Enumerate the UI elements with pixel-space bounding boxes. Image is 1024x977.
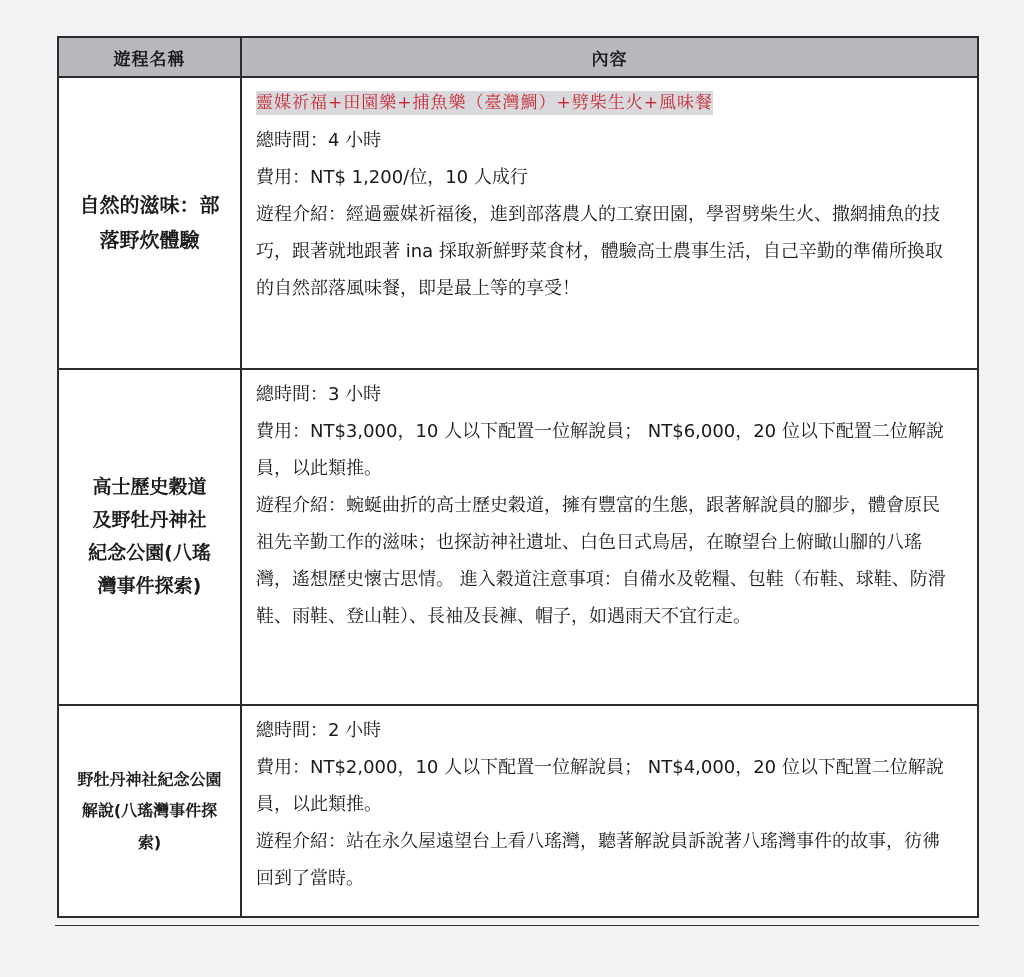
table-row [58, 705, 978, 917]
itinerary-name: 野牡丹神社紀念公園解說(八瑤灣事件探索) [77, 770, 222, 852]
itinerary-duration: 總時間：3 小時 [256, 384, 382, 405]
header-itinerary-name: 遊程名稱 [58, 37, 241, 77]
itinerary-content-cell [241, 369, 978, 705]
itinerary-intro: 遊程介紹：經過靈媒祈福後，進到部落農人的工寮田園，學習劈柴生火、撒網捕魚的技巧，跟著就地跟著 ina 採取新鮮野菜食材，體驗高士農事生活，自己辛勤的準備所換取的自然部落風味餐，即是最上等的享受！ [256, 204, 943, 299]
itinerary-name-cell [58, 77, 241, 369]
itinerary-name-cell [58, 369, 241, 705]
itinerary-name: 高士歷史穀道及野牡丹神社紀念公園(八瑤灣事件探索) [88, 475, 211, 598]
itinerary-name-cell [58, 705, 241, 917]
itinerary-intro: 遊程介紹：蜿蜒曲折的高士歷史穀道，擁有豐富的生態，跟著解說員的腳步，體會原民祖先辛勤工作的滋味；也探訪神社遺址、白色日式鳥居，在瞭望台上俯瞰山腳的八瑤灣，遙想歷史懷古思情。 進入穀道注意事項：自備水及乾糧、包鞋（布鞋、球鞋、防滑鞋、雨鞋、登山鞋）、長袖及長褲、帽子，如遇雨天不宜行走。 [256, 495, 946, 627]
itinerary-table [57, 36, 979, 918]
table-row [58, 369, 978, 705]
itinerary-title: 靈媒祈福+田園樂+捕魚樂（臺灣鯛）+劈柴生火+風味餐 [256, 93, 713, 113]
itinerary-name: 自然的滋味：部落野炊體驗 [79, 193, 220, 252]
itinerary-intro: 遊程介紹：站在永久屋遠望台上看八瑤灣，聽著解說員訴說著八瑤灣事件的故事，彷彿回到了當時。 [256, 831, 940, 889]
itinerary-duration: 總時間：4 小時 [256, 130, 382, 151]
itinerary-fee: 費用：NT$ 1,200/位，10 人成行 [256, 167, 528, 188]
bottom-rule-line [55, 925, 979, 926]
itinerary-content-cell [241, 77, 978, 369]
itinerary-duration: 總時間：2 小時 [256, 720, 382, 741]
itinerary-content-cell [241, 705, 978, 917]
itinerary-fee: 費用：NT$3,000，10 人以下配置一位解說員； NT$6,000，20 位以下配置二位解說員，以此類推。 [256, 421, 944, 479]
table-row [58, 77, 978, 369]
table-header-row [58, 37, 978, 77]
header-content: 內容 [241, 37, 978, 77]
itinerary-fee: 費用：NT$2,000，10 人以下配置一位解說員； NT$4,000，20 位以下配置二位解說員，以此類推。 [256, 757, 944, 815]
